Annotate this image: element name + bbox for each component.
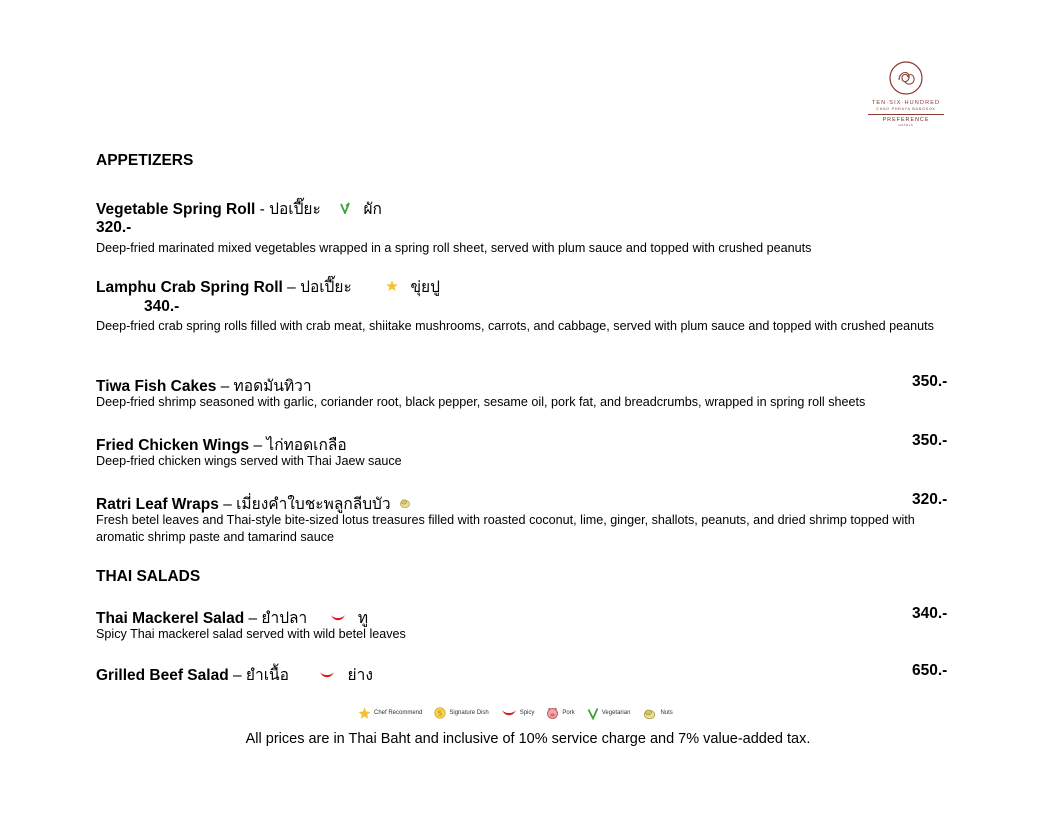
section-heading-appetizers: APPETIZERS (96, 152, 194, 169)
item-name: Ratri Leaf Wraps (96, 496, 219, 513)
item-name: Tiwa Fish Cakes (96, 378, 217, 395)
item-thai-name: – ทอดมันทิวา (216, 378, 312, 395)
item-price: 650.- (912, 662, 948, 679)
legend-signature-dish (434, 707, 488, 719)
legend-label: Spicy (519, 710, 535, 716)
legend-nuts (642, 707, 672, 720)
section-heading-thai-salads: THAI SALADS (96, 568, 201, 585)
menu-item-lamphu-crab-spring-roll (96, 274, 440, 299)
item-thai-tag: ขุ่ยปู (410, 279, 440, 296)
item-thai-tag: ย่าง (347, 667, 373, 684)
item-thai-name: – เมี่ยงคำใบชะพลูกลีบบัว (218, 496, 391, 513)
item-description: Spicy Thai mackerel salad served with wild betel leaves (96, 627, 406, 641)
item-name: Vegetable Spring Roll (96, 201, 256, 218)
price-footnote: All prices are in Thai Baht and inclusive of 10% service charge and 7% value-added tax. (245, 731, 811, 747)
chili-spicy-icon (319, 667, 335, 685)
item-price: 340.- (912, 605, 948, 622)
item-name: Lamphu Crab Spring Roll (96, 279, 283, 296)
legend-pork (546, 707, 574, 719)
svg-text:S: S (438, 709, 443, 718)
legend-label: Nuts (660, 710, 673, 716)
legend-vegetarian (587, 707, 631, 720)
item-price: 320.- (96, 219, 132, 236)
item-price: 340.- (144, 298, 180, 315)
legend-spicy (501, 708, 535, 718)
menu-item-vegetable-spring-roll (96, 196, 382, 221)
item-thai-name: – ยำปลา (244, 610, 308, 627)
item-thai-tag: ทู (357, 610, 369, 627)
item-thai-name: - ปอเปี๊ยะ (255, 201, 321, 218)
menu-item-grilled-beef-salad (96, 662, 373, 687)
vegetarian-icon (339, 201, 351, 219)
signature-dish-icon (434, 707, 446, 719)
nuts-icon (642, 707, 657, 720)
item-price: 320.- (912, 491, 948, 508)
hotel-logo (864, 60, 948, 127)
item-description: Deep-fried marinated mixed vegetables wrapped in a spring roll sheet, served with plum sauce and topped with crushed peanuts (96, 241, 812, 255)
chili-icon (501, 708, 517, 718)
legend-label: Pork (562, 710, 575, 716)
item-thai-name: – ปอเปี๊ยะ (282, 279, 352, 296)
vegetarian-icon (587, 707, 599, 720)
pig-icon (546, 707, 559, 719)
chef-recommend-icon (386, 279, 398, 297)
item-description: Fresh betel leaves and Thai-style bite-sized lotus treasures filled with roasted coconut, lime, ginger, shallots, peanuts, and dried shrimp topped with aromatic shrimp paste and tamarind sauce (96, 513, 915, 544)
item-thai-name: – ไก่ทอดเกลือ (249, 437, 347, 454)
logo-emblem-icon (888, 60, 924, 96)
logo-brand-text: TEN·SIX·HUNDRED (871, 100, 941, 106)
legend-chef-recommend (358, 707, 422, 720)
item-description: Deep-fried crab spring rolls filled with crab meat, shiitake mushrooms, carrots, and cabbage, served with plum sauce and topped with crushed peanuts (96, 319, 934, 333)
item-description: Deep-fried chicken wings served with Thai Jaew sauce (96, 454, 402, 468)
logo-divider (868, 114, 944, 115)
logo-sub-text: CHAO PHRAYA BANGKOK (876, 107, 936, 111)
legend-label: Chef Recommend (374, 710, 423, 716)
item-price: 350.- (912, 373, 948, 390)
item-name: Grilled Beef Salad (96, 667, 229, 684)
star-icon (358, 707, 371, 720)
logo-preference-text: PREFERENCE (882, 117, 930, 123)
item-thai-name: – ยำเนื้อ (228, 667, 289, 684)
item-price: 350.- (912, 432, 948, 449)
icon-legend (358, 705, 679, 721)
item-name: Thai Mackerel Salad (96, 610, 245, 627)
item-description: Deep-fried shrimp seasoned with garlic, coriander root, black pepper, sesame oil, pork fat, and breadcrumbs, wrapped in spring roll sheets (96, 395, 866, 409)
item-thai-tag: ผัก (363, 201, 382, 218)
item-name: Fried Chicken Wings (96, 437, 250, 454)
legend-label: Signature Dish (449, 710, 489, 716)
logo-hotels-text: HOTELS (898, 123, 914, 127)
legend-label: Vegetarian (601, 710, 631, 716)
